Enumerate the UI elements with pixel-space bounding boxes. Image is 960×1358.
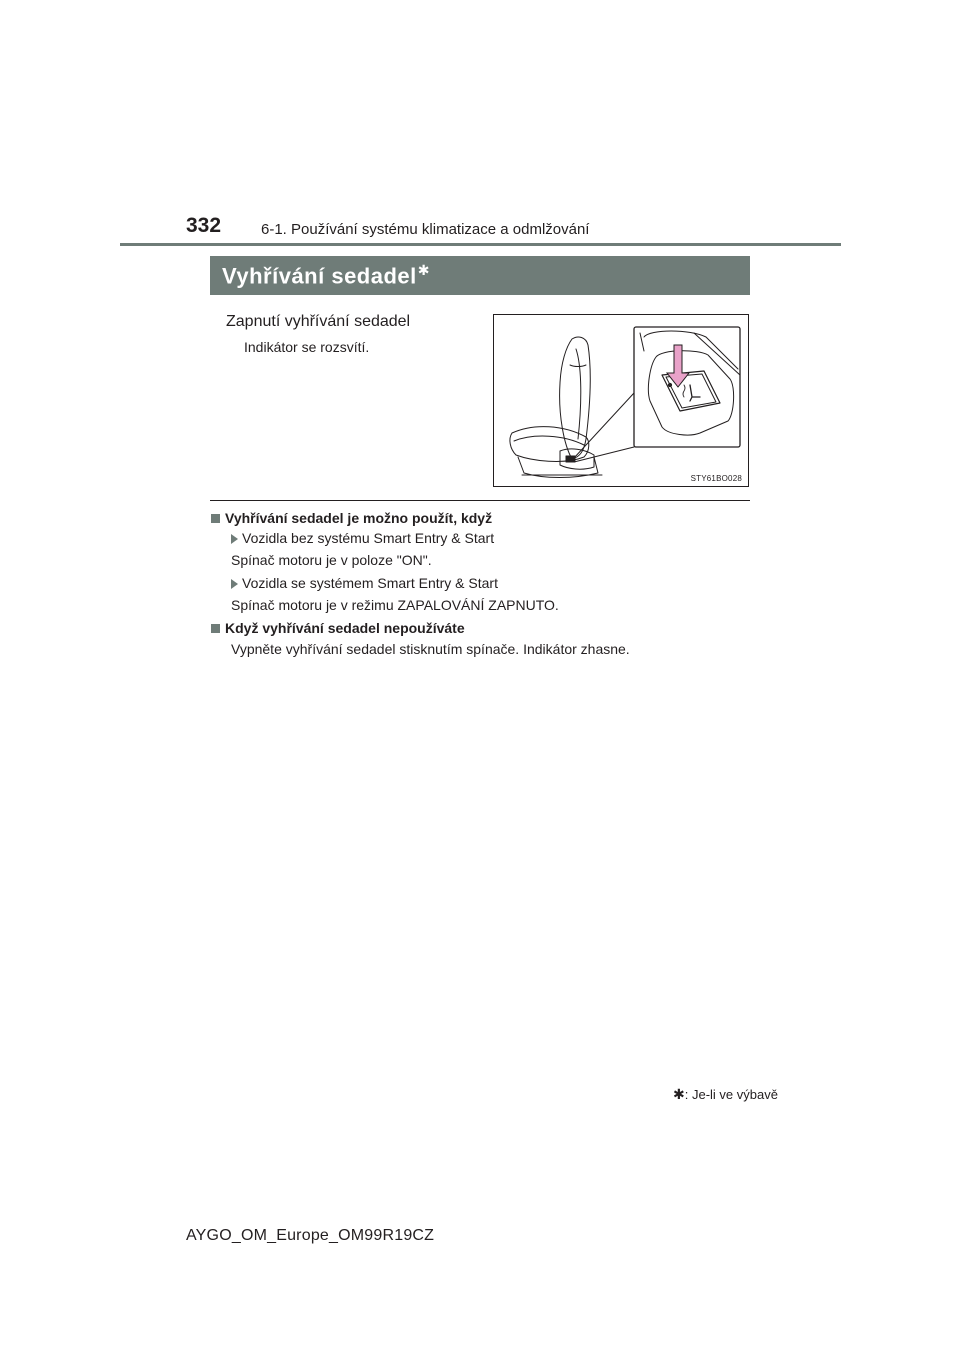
figure-code: STY61BO028 — [690, 474, 742, 483]
info-heading-1 — [211, 510, 492, 526]
section-heading: 6-1. Používání systému klimatizace a odmlžování — [261, 221, 590, 238]
seat-switch — [566, 456, 575, 462]
seat-headrest-gap — [570, 365, 586, 367]
page-number: 332 — [186, 214, 222, 237]
info-text-2: Spínač motoru je v režimu ZAPALOVÁNÍ ZAPNUTO. — [231, 597, 559, 613]
callout-leader-top — [574, 393, 634, 458]
info-heading-2-text: Když vyhřívání sedadel nepoužíváte — [225, 620, 465, 636]
footnote-text: : Je-li ve výbavě — [684, 1087, 778, 1102]
header-rule — [120, 243, 841, 246]
seat-heater-icon — [690, 385, 700, 401]
triangle-bullet-icon — [231, 579, 238, 589]
info-bullet-1-text: Vozidla bez systému Smart Entry & Start — [242, 530, 495, 546]
seat-base — [518, 457, 598, 478]
square-bullet-icon — [211, 514, 220, 523]
footnote — [673, 1086, 778, 1103]
seat-illustration — [494, 315, 748, 486]
title-bar — [210, 256, 750, 295]
switch-bezel-outer — [644, 331, 738, 369]
indicator-light — [668, 383, 671, 386]
info-text-1: Spínač motoru je v poloze "ON". — [231, 552, 432, 568]
panel-curve-line — [640, 333, 644, 351]
info-rule — [210, 500, 750, 501]
seat-cushion-edge — [514, 436, 584, 445]
title-asterisk: ✱ — [417, 262, 431, 278]
callout-box — [634, 327, 740, 447]
info-text-3: Vypněte vyhřívání sedadel stisknutím spínače. Indikátor zhasne. — [231, 641, 630, 657]
seat-backrest-inner — [576, 349, 581, 439]
heat-wave-icon — [683, 385, 685, 397]
footer-doc-code: AYGO_OM_Europe_OM99R19CZ — [186, 1227, 435, 1244]
info-heading-2 — [211, 620, 465, 636]
info-bullet-2-text: Vozidla se systémem Smart Entry & Start — [242, 575, 498, 591]
step-subtitle: Indikátor se rozsvítí. — [244, 339, 370, 355]
footnote-asterisk: ✱ — [673, 1086, 685, 1102]
info-heading-1-text: Vyhřívání sedadel je možno použít, když — [225, 510, 493, 526]
info-bullet-2 — [231, 575, 498, 591]
triangle-bullet-icon — [231, 534, 238, 544]
info-bullet-1 — [231, 530, 494, 546]
step-title: Zapnutí vyhřívání sedadel — [226, 313, 411, 330]
seat-heater-figure — [493, 314, 749, 487]
square-bullet-icon — [211, 624, 220, 633]
page-title-text: Vyhřívání sedadel — [222, 263, 417, 289]
page-title — [222, 262, 430, 289]
panel-edge-line — [694, 333, 740, 375]
